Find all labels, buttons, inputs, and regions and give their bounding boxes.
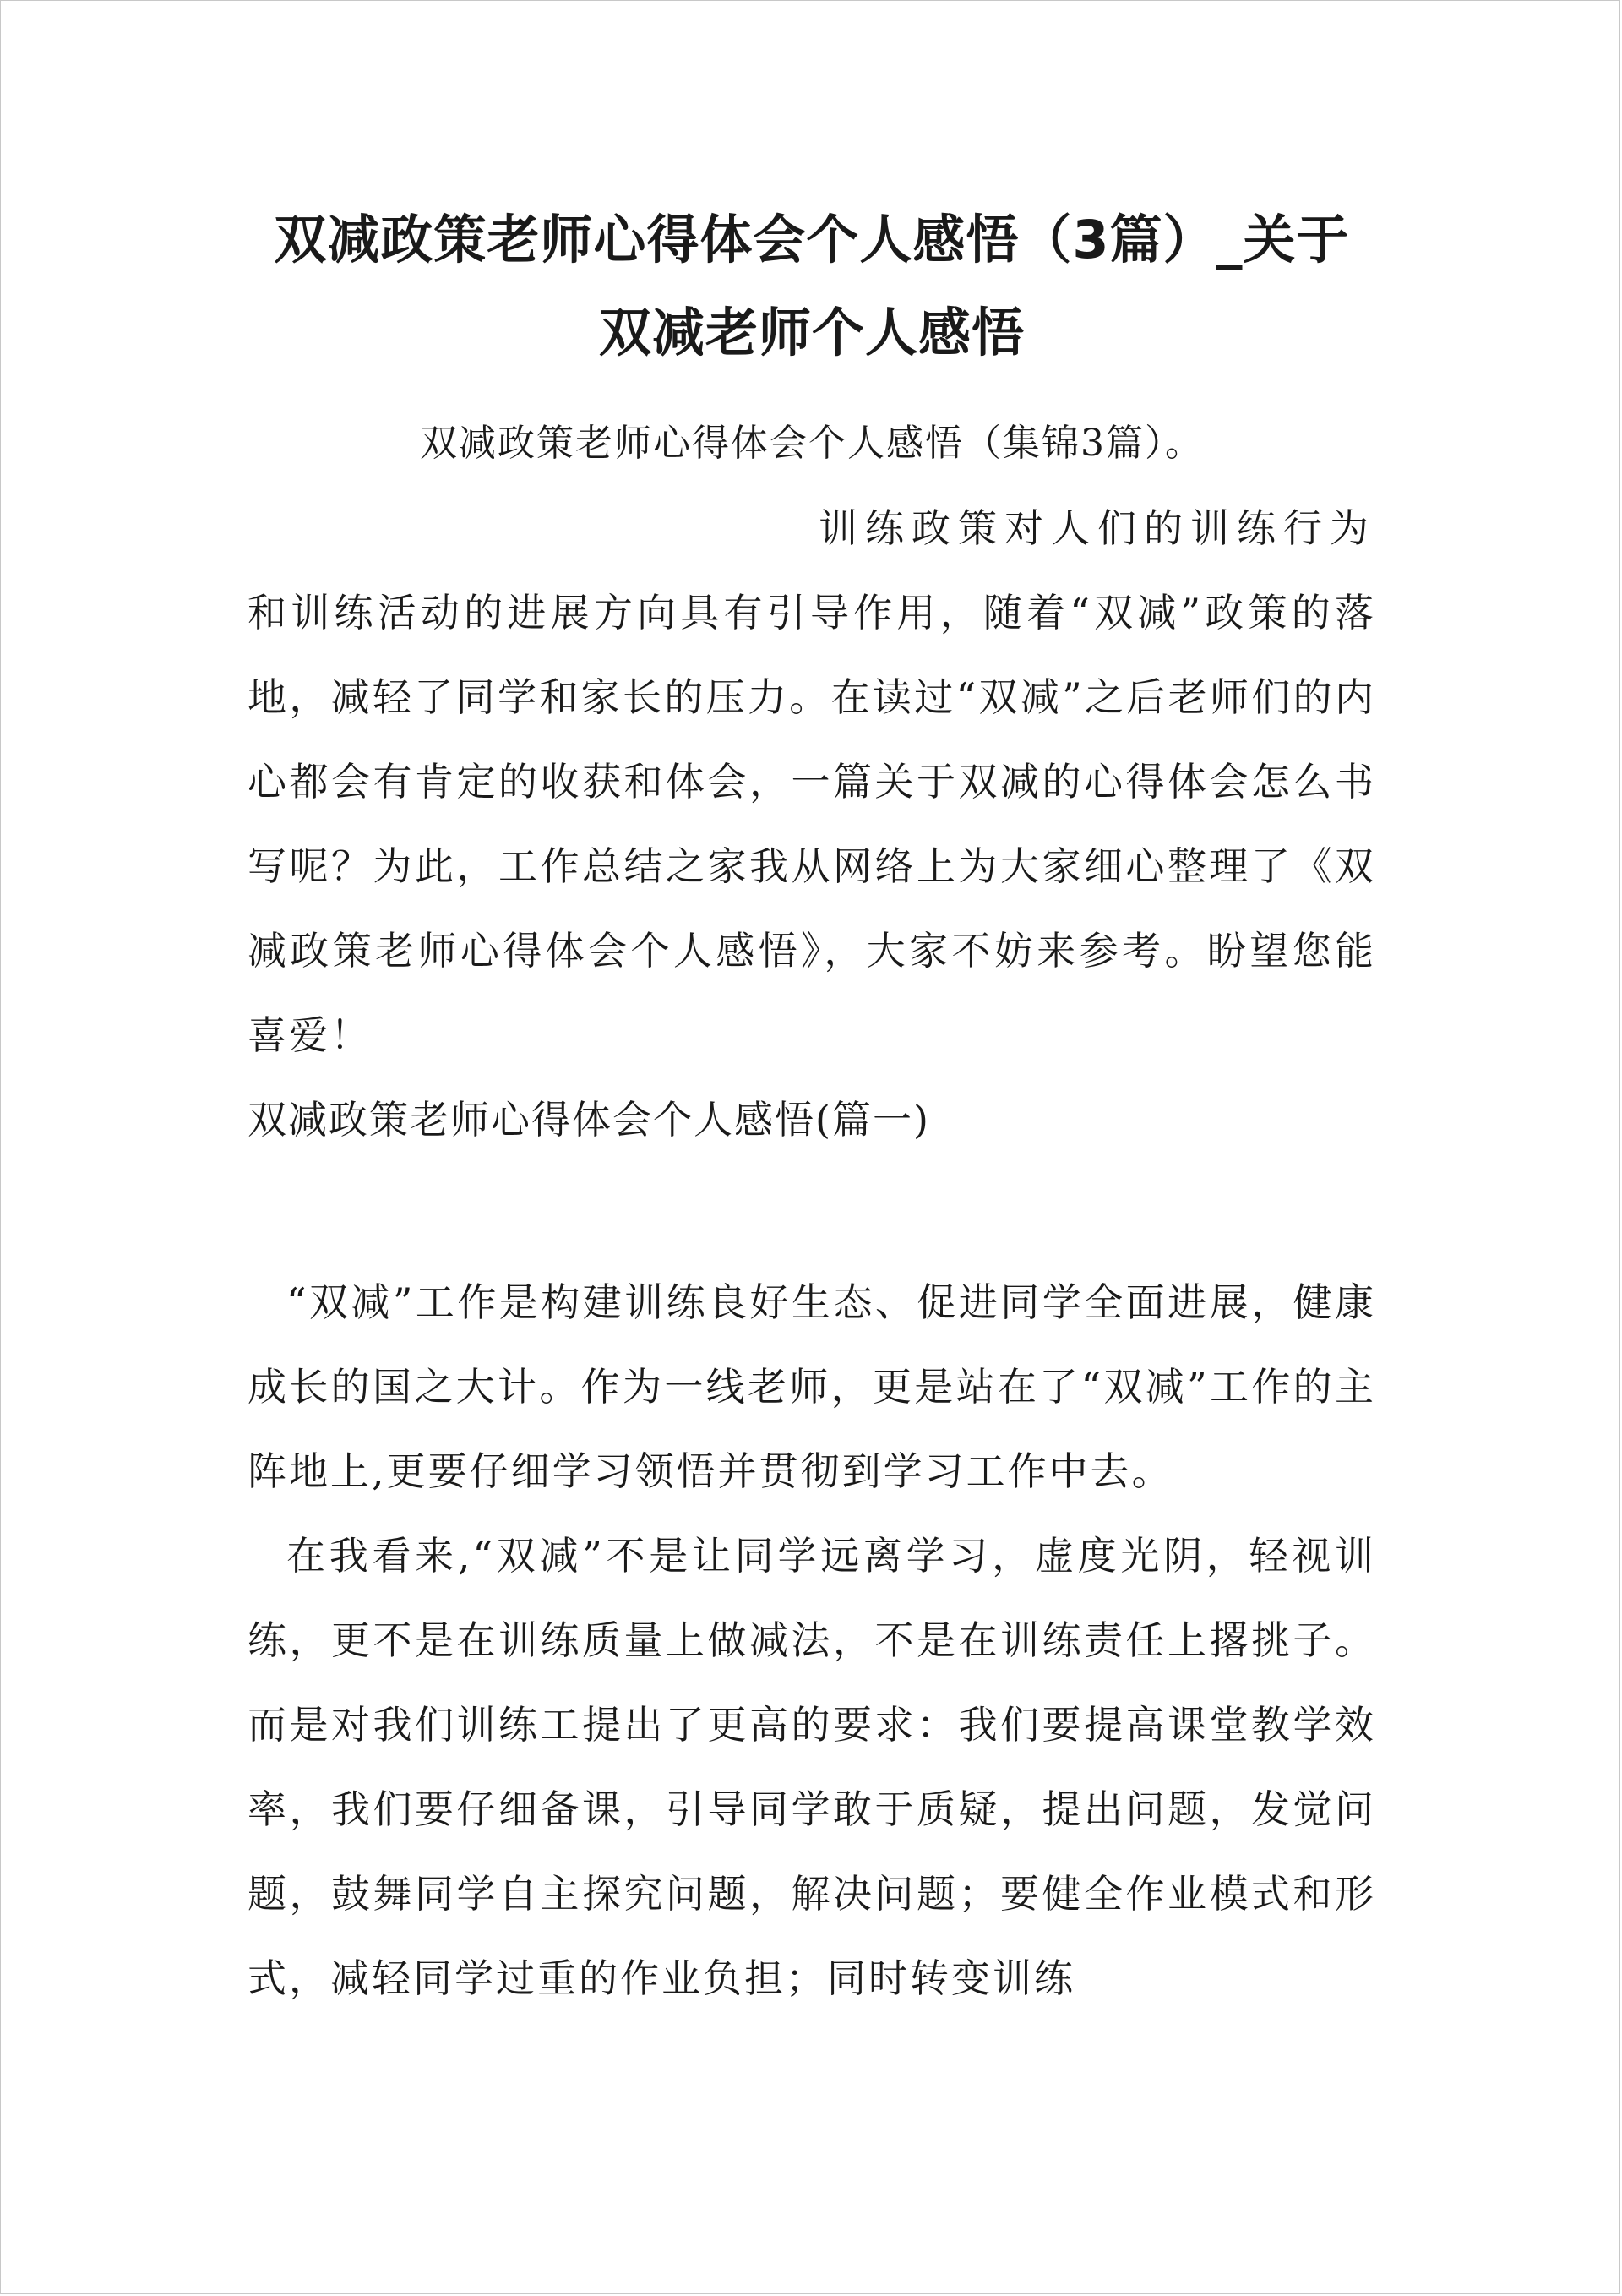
document-subtitle: 双减政策老师心得体会个人感悟（集锦3篇）。 — [420, 422, 1204, 465]
section-heading: 双减政策老师心得体会个人感悟(篇一) — [248, 1097, 930, 1143]
intro-paragraph: 和训练活动的进展方向具有引导作用，随着“双减”政策的落地，减轻了同学和家长的压力。在读过“双减”之后老师们的内心都会有肯定的收获和体会，一篇关于双减的心得体会怎么书写呢？为此，工作总结之家我从网络上为大家细心整理了《双减政策老师心得体会个人感悟》，大家不妨来参考。盼望您能喜爱！ — [248, 590, 1376, 1058]
section-spacer — [248, 1162, 1376, 1260]
intro-lead-line: 训练政策对人们的训练行为 — [819, 505, 1376, 551]
document-title: 双减政策老师心得体会个人感悟（3篇）_关于双减老师个人感悟 — [274, 209, 1350, 363]
body-paragraph: 在我看来,“双减”不是让同学远离学习，虚度光阴，轻视训练，更不是在训练质量上做减法，不是在训练责任上撂挑子。而是对我们训练工提出了更高的要求：我们要提高课堂教学效率，我们要仔细备课，引导同学敢于质疑，提出问题，发觉问题，鼓舞同学自主探究问题，解决问题；要健全作业模式和形式，减轻同学过重的作业负担；同时转变训练 — [248, 1533, 1376, 2001]
document-content — [248, 194, 1376, 2021]
body-paragraph: “双减”工作是构建训练良好生态、促进同学全面进展，健康成长的国之大计。作为一线老师，更是站在了“双减”工作的主阵地上,更要仔细学习领悟并贯彻到学习工作中去。 — [248, 1279, 1376, 1494]
